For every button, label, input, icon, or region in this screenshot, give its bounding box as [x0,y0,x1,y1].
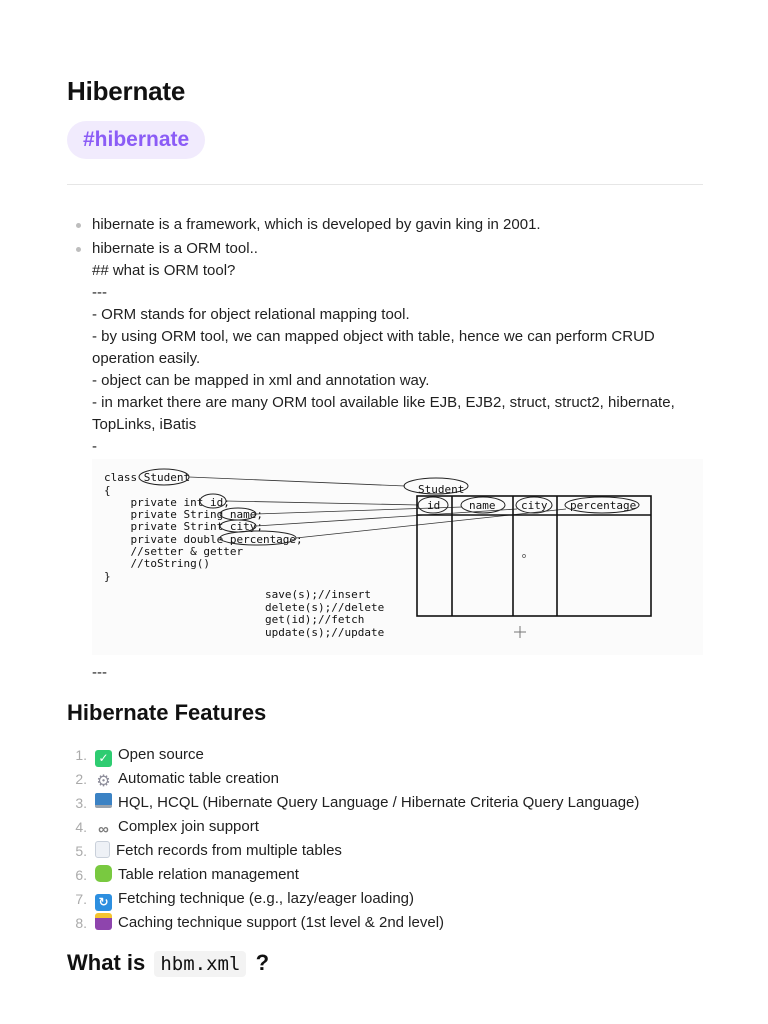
hbm-heading-suffix: ? [255,950,270,975]
crud-line: update(s);//update [265,626,385,639]
orm-mapping-figure [92,459,703,655]
laptop-icon [95,793,112,808]
page-icon [95,841,110,858]
list-item [67,791,639,815]
code-line: private Strint city; [104,520,263,533]
link-icon: ∞ [98,821,109,838]
intro-line: hibernate is a ORM tool.. [92,240,258,257]
feature-text: Complex join support [118,818,259,835]
feature-text: Open source [118,746,204,763]
mapping-line [226,501,419,505]
hbm-heading [67,950,269,976]
code-line: //toString() [104,557,210,570]
separator-text: --- [92,664,107,681]
list-item [67,815,639,839]
crud-line: save(s);//insert [265,588,371,601]
list-item [67,863,639,887]
divider [67,184,703,185]
crud-line: delete(s);//delete [265,601,385,614]
code-line: private int id; [104,496,230,509]
feature-text: Fetch records from multiple tables [116,842,342,859]
intro-item-1: hibernate is a framework, which is developed by gavin king in 2001. [92,216,541,233]
feature-text: Fetching technique (e.g., lazy/eager loading) [118,890,415,907]
hashtag-chip[interactable]: #hibernate [67,121,205,159]
item-number: 5. [75,843,87,859]
list-item [67,839,639,863]
intro-line: TopLinks, iBatis [92,416,197,433]
item-number: 4. [75,819,87,835]
code-line: class Student [104,471,191,484]
list-item [67,238,703,458]
item-number: 7. [75,891,87,907]
table-column-name: name [469,499,496,512]
item-number: 8. [75,915,87,931]
stray-dot [523,555,526,558]
mapping-line [189,477,405,486]
feature-text: HQL, HCQL (Hibernate Query Language / Hibernate Criteria Query Language) [118,794,640,811]
hbm-heading-prefix: What is [67,950,146,975]
list-item [67,767,639,791]
table-column-percentage: percentage [570,499,637,512]
refresh-icon: ↻ [95,894,112,911]
page-title: Hibernate [67,76,186,106]
floppy-icon [95,913,112,930]
table-column-city: city [521,499,548,512]
intro-line: --- [92,284,107,301]
table-column-id: id [427,499,441,512]
hbm-inline-code: hbm.xml [154,951,246,977]
code-line: { [104,484,111,497]
intro-line: - by using ORM tool, we can mapped object with table, hence we can perform CRUD [92,328,655,345]
item-number: 3. [75,795,87,811]
puzzle-icon [95,865,112,882]
intro-line: - in market there are many ORM tool available like EJB, EJB2, struct, struct2, hibernate, [92,394,675,411]
list-item [67,911,639,935]
code-line: //setter & getter [104,545,244,558]
intro-line: - ORM stands for object relational mapping tool. [92,306,410,323]
table-title: Student [418,483,465,496]
check-box-icon: ✓ [95,750,112,767]
feature-text: Automatic table creation [118,770,279,787]
code-line: private String name; [104,508,263,521]
intro-line: ## what is ORM tool? [92,262,236,279]
gear-icon: ⚙ [96,773,111,790]
student-table [417,496,651,616]
intro-line: - object can be mapped in xml and annotation way. [92,372,430,389]
list-item [67,743,639,767]
item-number: 1. [75,747,87,763]
crud-line: get(id);//fetch [265,613,365,626]
feature-text: Caching technique support (1st level & 2nd level) [118,914,445,931]
intro-line: - [92,438,97,455]
orm-mapping-diagram [92,459,703,655]
list-item [67,887,639,911]
list-item [67,214,703,236]
code-line: } [104,570,111,583]
features-list [67,743,639,935]
features-heading: Hibernate Features [67,700,267,725]
intro-line: operation easily. [92,350,201,367]
feature-text: Table relation management [118,866,299,883]
intro-list [67,214,703,460]
code-line: private double percentage; [104,533,303,546]
item-number: 6. [75,867,87,883]
crosshair-cursor-icon [514,626,526,638]
item-number: 2. [75,771,87,787]
